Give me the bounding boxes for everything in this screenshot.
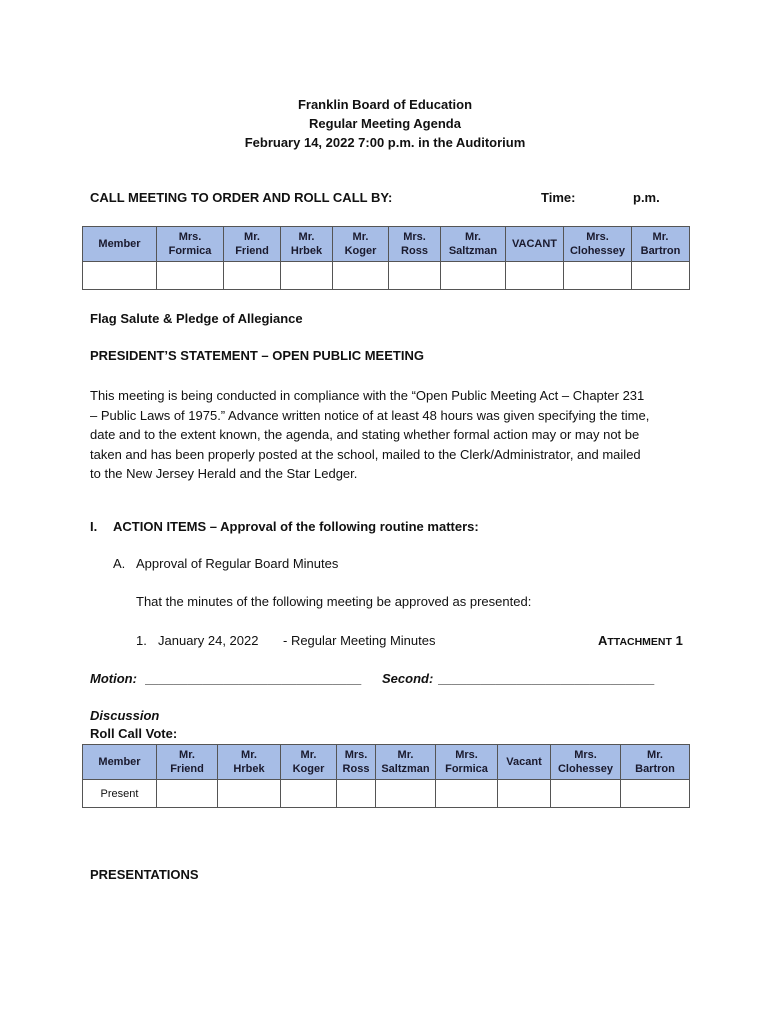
roll-table-1-header-cell: Mrs. Clohessey [564, 227, 632, 262]
minutes-item-date: January 24, 2022 [158, 633, 259, 648]
president-statement-heading: PRESIDENT’S STATEMENT – OPEN PUBLIC MEETING [90, 348, 424, 363]
roll-table-2-present-row [83, 780, 690, 808]
roll-table-2-entry-cell[interactable] [436, 780, 498, 808]
second-label: Second: [382, 671, 434, 686]
roll-table-1-entry-cell[interactable] [441, 262, 506, 290]
action-items-numeral: I. [90, 519, 98, 534]
motion-blank-line[interactable]: ______________________________ [145, 671, 362, 686]
flag-salute-heading: Flag Salute & Pledge of Allegiance [90, 311, 303, 326]
present-row-label: Present [83, 780, 157, 808]
statement-line: taken and has been properly posted at the school, mailed to the Clerk/Administrator, and mailed [90, 446, 641, 462]
roll-table-1-entry-cell[interactable] [281, 262, 333, 290]
call-to-order-label: CALL MEETING TO ORDER AND ROLL CALL BY: [90, 190, 393, 205]
roll-table-1-header-cell: Mrs. Ross [389, 227, 441, 262]
roll-call-vote-label: Roll Call Vote: [90, 726, 178, 741]
roll-table-2-entry-cell[interactable] [621, 780, 690, 808]
roll-table-2-header-cell: Mr. Friend [157, 745, 218, 780]
action-items-heading: ACTION ITEMS – Approval of the following routine matters: [113, 519, 479, 534]
roll-table-1-header-cell: Member [83, 227, 157, 262]
roll-table-1-header-cell: Mr. Koger [333, 227, 389, 262]
roll-table-2-header-cell: Mrs. Clohessey [551, 745, 621, 780]
minutes-resolution: That the minutes of the following meeting be approved as presented: [136, 594, 532, 609]
attachment-label: ATTACHMENT 1 [598, 633, 683, 648]
roll-table-2-header-cell: Mr. Hrbek [218, 745, 281, 780]
roll-table-1-header-cell: Mr. Hrbek [281, 227, 333, 262]
time-label: Time: [541, 190, 576, 205]
roll-table-2-header-cell: Mr. Bartron [621, 745, 690, 780]
motion-label: Motion: [90, 671, 137, 686]
roll-table-1-header-cell: Mr. Saltzman [441, 227, 506, 262]
roll-table-2-header-row [83, 745, 690, 780]
roll-table-1-entry-cell[interactable] [632, 262, 690, 290]
roll-table-1-entry-cell[interactable] [333, 262, 389, 290]
discussion-label: Discussion [90, 708, 160, 723]
roll-table-1-header-cell: VACANT [506, 227, 564, 262]
roll-table-1-header-row [83, 227, 690, 262]
document-header [0, 95, 770, 152]
statement-line: – Public Laws of 1975.” Advance written notice of at least 48 hours was given specifying the time, [90, 407, 650, 423]
roll-table-2-header-cell: Mr. Saltzman [376, 745, 436, 780]
roll-table-1-entry-cell[interactable] [506, 262, 564, 290]
statement-line: date and to the extent known, the agenda, and stating whether formal action may or may not be [90, 427, 640, 442]
roll-table-2-entry-cell[interactable] [376, 780, 436, 808]
minutes-item-description: - Regular Meeting Minutes [283, 633, 436, 648]
statement-line: to the New Jersey Herald and the Star Ledger. [90, 466, 358, 481]
roll-table-2-header-cell: Member [83, 745, 157, 780]
roll-table-2-entry-cell[interactable] [218, 780, 281, 808]
header-date-location: February 14, 2022 7:00 p.m. in the Auditorium [244, 135, 526, 150]
roll-table-1-entry-row [83, 262, 690, 290]
pm-label: p.m. [633, 190, 660, 205]
roll-table-1-header-cell: Mr. Bartron [632, 227, 690, 262]
roll-table-2-entry-cell[interactable] [157, 780, 218, 808]
second-blank-line[interactable]: ______________________________ [438, 671, 655, 686]
roll-table-2-entry-cell[interactable] [337, 780, 376, 808]
header-board-name: Franklin Board of Education [297, 97, 473, 112]
roll-table-1-entry-cell[interactable] [157, 262, 224, 290]
roll-table-2-header-cell: Mr. Koger [281, 745, 337, 780]
roll-call-table-1 [82, 226, 690, 290]
roll-table-1-entry-cell[interactable] [224, 262, 281, 290]
president-statement-paragraph [90, 386, 682, 484]
roll-table-2-entry-cell[interactable] [498, 780, 551, 808]
roll-table-1-entry-cell[interactable] [564, 262, 632, 290]
roll-table-1-entry-cell[interactable] [389, 262, 441, 290]
roll-table-1-entry-cell[interactable] [83, 262, 157, 290]
roll-table-2-header-cell: Vacant [498, 745, 551, 780]
roll-call-table-2 [82, 744, 690, 808]
header-meeting-type: Regular Meeting Agenda [309, 116, 461, 131]
roll-table-2-entry-cell[interactable] [551, 780, 621, 808]
roll-table-2-header-cell: Mrs. Formica [436, 745, 498, 780]
minutes-item-number: 1. [136, 633, 147, 648]
statement-line: This meeting is being conducted in compliance with the “Open Public Meeting Act – Chapter 231 [90, 388, 645, 403]
presentations-heading: PRESENTATIONS [90, 867, 199, 882]
roll-table-1-header-cell: Mrs. Formica [157, 227, 224, 262]
sub-item-heading: Approval of Regular Board Minutes [136, 556, 339, 571]
roll-table-2-header-cell: Mrs. Ross [337, 745, 376, 780]
roll-table-1-header-cell: Mr. Friend [224, 227, 281, 262]
sub-item-letter: A. [113, 556, 126, 571]
roll-table-2-entry-cell[interactable] [281, 780, 337, 808]
